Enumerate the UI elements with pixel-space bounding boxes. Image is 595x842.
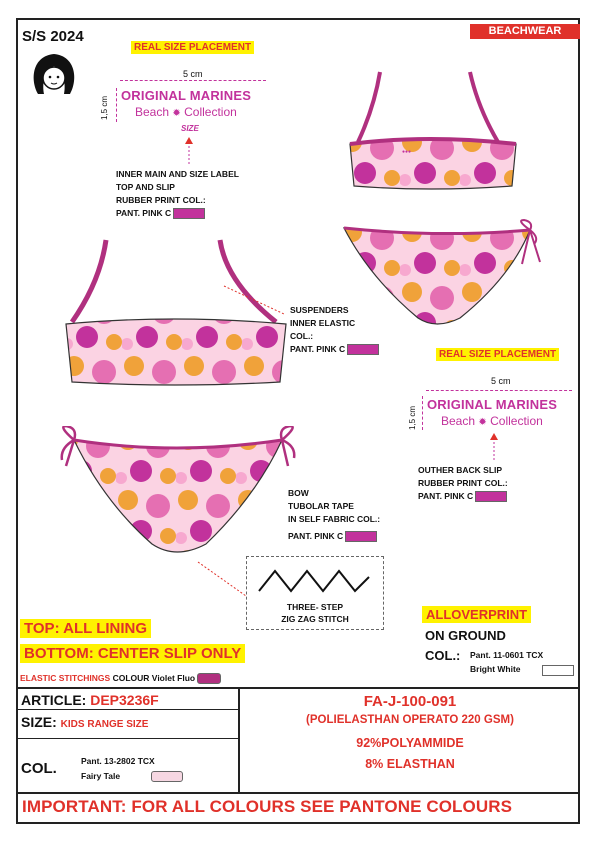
placement-title-2: REAL SIZE PLACEMENT	[436, 348, 559, 361]
color-swatch	[542, 665, 574, 676]
stitch-box	[246, 556, 384, 630]
note-line: RUBBER PRINT COL.:	[418, 478, 508, 488]
arrow-up-icon	[183, 136, 195, 164]
color-swatch	[347, 344, 379, 355]
dashed-pointer	[220, 282, 290, 322]
collection-right: Collection	[184, 105, 237, 119]
pant-row	[116, 207, 239, 220]
fabric-code: FA-J-100-091	[363, 693, 457, 710]
elastic-row	[20, 673, 221, 684]
stitch-label	[247, 601, 383, 625]
note-line: OUTHER BACK SLIP	[418, 465, 503, 475]
sun-icon: ✹	[478, 417, 487, 428]
ground-label: ON GROUND	[425, 628, 506, 643]
pant-label: PANT. PINK C	[288, 531, 344, 541]
fabric-comp1: 92%POLYAMMIDE	[356, 736, 464, 750]
note-line: INNER MAIN AND SIZE LABEL	[116, 169, 239, 179]
article-label: ARTICLE:	[21, 692, 87, 708]
divider	[16, 792, 580, 794]
collection-left: Beach	[135, 105, 170, 119]
elastic-label: ELASTIC STITCHINGS	[20, 673, 111, 683]
girl-face-icon	[28, 50, 80, 96]
alloverprint-title: ALLOVERPRINT	[422, 606, 531, 623]
note-line: IN SELF FABRIC COL.:	[288, 514, 381, 524]
brand-logo: ORIGINAL MARINES	[427, 397, 558, 412]
note-line: TOP AND SLIP	[116, 182, 175, 192]
elastic-value: Violet Fluo	[151, 673, 196, 683]
lining-top: TOP: ALL LINING	[20, 619, 151, 638]
size-value: KIDS RANGE SIZE	[60, 719, 149, 730]
important-note: IMPORTANT: FOR ALL COLOURS SEE PANTONE COLOURS	[22, 797, 513, 816]
fabric-desc: (POLIELASTHAN OPERATO 220 GSM)	[306, 714, 514, 726]
stitch-line: THREE- STEP	[286, 602, 344, 612]
col-label: COL.:	[425, 648, 461, 663]
article-value: DEP3236F	[90, 692, 159, 708]
placement1-width: 5 cm	[183, 69, 203, 79]
size-label: SIZE:	[21, 714, 57, 730]
col-pant: Pant. 13-2802 TCX	[81, 756, 155, 766]
alloverprint-pant: Pant. 11-0601 TCX	[470, 650, 544, 660]
lining-bottom: BOTTOM: CENTER SLIP ONLY	[20, 644, 245, 663]
note-line: BOW	[288, 488, 309, 498]
collection-right: Collection	[490, 414, 543, 428]
dashed-pointer	[196, 560, 250, 600]
note-line: RUBBER PRINT COL.:	[116, 195, 206, 205]
pant-row	[418, 490, 508, 503]
placement1-height: 1,5 cm	[100, 95, 109, 120]
color-swatch	[475, 491, 507, 502]
pant-label: PANT. PINK C	[290, 344, 346, 354]
season-label: S/S 2024	[22, 28, 84, 45]
divider	[16, 709, 238, 710]
placement-title-1: REAL SIZE PLACEMENT	[131, 41, 254, 54]
mini-logo: ●●●	[402, 149, 412, 155]
note-line: COL.:	[290, 331, 314, 341]
stitch-line: ZIG ZAG STITCH	[281, 614, 349, 624]
bow-note	[288, 487, 380, 543]
bikini-top-back-view	[340, 68, 530, 193]
back-slip-note	[418, 464, 508, 503]
collection-text	[441, 414, 543, 428]
bikini-bottom-front-view	[56, 426, 296, 562]
color-swatch	[197, 673, 221, 684]
collection-text	[135, 105, 237, 119]
color-swatch	[173, 208, 205, 219]
category-badge: BEACHWEAR	[470, 24, 580, 39]
col-main-label: COL.	[21, 760, 57, 777]
dimension-line	[116, 88, 117, 122]
suspenders-note	[290, 304, 379, 356]
label-note	[116, 168, 239, 220]
color-swatch	[151, 771, 183, 782]
divider	[16, 687, 580, 689]
dimension-line	[120, 80, 266, 81]
pant-label: PANT. PINK C	[418, 491, 474, 501]
col-name: Fairy Tale	[81, 771, 121, 781]
dimension-line	[426, 390, 572, 391]
collection-left: Beach	[441, 414, 476, 428]
sun-icon: ✹	[172, 108, 181, 119]
article-row	[21, 692, 159, 708]
alloverprint-name: Bright White	[470, 664, 521, 674]
brand-logo: ORIGINAL MARINES	[121, 88, 252, 103]
size-text: SIZE	[181, 124, 199, 133]
pant-row	[290, 343, 379, 356]
zigzag-stitch-icon	[257, 567, 373, 595]
divider	[16, 738, 238, 739]
pant-label: PANT. PINK C	[116, 208, 172, 218]
dimension-line	[422, 396, 423, 430]
colour-label: COLOUR	[112, 673, 150, 683]
pant-row	[288, 530, 380, 543]
placement2-width: 5 cm	[491, 376, 511, 386]
fabric-comp2: 8% ELASTHAN	[365, 757, 455, 771]
placement2-height: 1,5 cm	[408, 405, 417, 430]
note-line: SUSPENDERS	[290, 305, 349, 315]
note-line: TUBOLAR TAPE	[288, 501, 354, 511]
color-swatch	[345, 531, 377, 542]
size-row	[21, 714, 148, 730]
arrow-up-icon	[488, 432, 500, 460]
note-line: INNER ELASTIC	[290, 318, 356, 328]
